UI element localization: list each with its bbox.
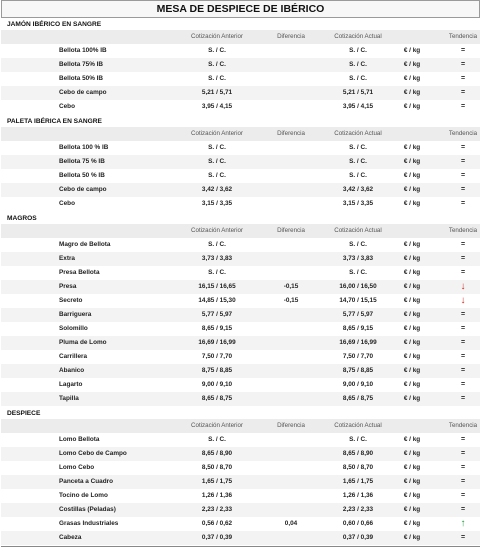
product-name: Bellota 75 % IB <box>59 158 105 165</box>
price-anterior: 5,77 / 5,97 <box>201 311 233 318</box>
trend-up-icon: ↑ <box>460 518 466 529</box>
price-actual: 8,50 / 8,70 <box>342 464 374 471</box>
price-anterior: S. / C. <box>208 75 226 82</box>
price-anterior: 7,50 / 7,70 <box>201 353 233 360</box>
column-header-diferencia: Diferencia <box>277 227 305 234</box>
price-diferencia <box>273 433 309 447</box>
column-header-row <box>1 419 480 433</box>
product-name: Bellota 50% IB <box>59 75 104 82</box>
trend-equal-icon: = <box>460 367 466 374</box>
price-actual: 8,75 / 8,85 <box>342 367 374 374</box>
column-header-row <box>1 224 480 238</box>
product-name: Cebo de campo <box>59 89 107 96</box>
price-diferencia <box>273 44 309 58</box>
price-unit: € / kg <box>403 75 421 82</box>
table-row <box>1 489 480 503</box>
trend-down-icon: ↓ <box>460 281 466 292</box>
price-actual: S. / C. <box>349 47 367 54</box>
column-header-tendencia: Tendencia <box>448 33 478 40</box>
price-diferencia <box>273 364 309 378</box>
price-diferencia <box>273 58 309 72</box>
section-heading: DESPIECE <box>7 410 41 417</box>
table-row <box>1 100 480 114</box>
price-actual: 8,65 / 8,90 <box>342 450 374 457</box>
trend-equal-icon: = <box>460 103 466 110</box>
product-name: Magro de Bellota <box>59 241 111 248</box>
price-diferencia: -0,15 <box>283 283 299 290</box>
price-diferencia <box>273 475 309 489</box>
column-header-anterior: Cotización Anterior <box>191 227 243 234</box>
table-row <box>1 364 480 378</box>
price-unit: € / kg <box>403 450 421 457</box>
price-anterior: 3,73 / 3,83 <box>201 255 233 262</box>
price-anterior: S. / C. <box>208 158 226 165</box>
column-header-row <box>1 30 480 44</box>
price-anterior: 8,65 / 8,90 <box>201 450 233 457</box>
trend-equal-icon: = <box>460 311 466 318</box>
table-row <box>1 433 480 447</box>
table-row <box>1 86 480 100</box>
price-actual: 5,77 / 5,97 <box>342 311 374 318</box>
price-actual: S. / C. <box>349 61 367 68</box>
price-unit: € / kg <box>403 381 421 388</box>
price-anterior: 16,15 / 16,65 <box>198 283 236 290</box>
trend-equal-icon: = <box>460 395 466 402</box>
trend-equal-icon: = <box>460 464 466 471</box>
table-row <box>1 350 480 364</box>
trend-equal-icon: = <box>460 492 466 499</box>
product-name: Lomo Cebo <box>59 464 95 471</box>
price-diferencia <box>273 308 309 322</box>
price-anterior: 3,95 / 4,15 <box>201 103 233 110</box>
trend-equal-icon: = <box>460 158 466 165</box>
table-row <box>1 72 480 86</box>
trend-equal-icon: = <box>460 186 466 193</box>
product-name: Pluma de Lomo <box>59 339 107 346</box>
price-unit: € / kg <box>403 89 421 96</box>
trend-down-icon: ↓ <box>460 295 466 306</box>
price-diferencia <box>273 336 309 350</box>
price-anterior: 16,69 / 16,99 <box>198 339 236 346</box>
table-row <box>1 44 480 58</box>
product-name: Presa Bellota <box>59 269 100 276</box>
price-diferencia: -0,15 <box>283 297 299 304</box>
price-actual: 3,95 / 4,15 <box>342 103 374 110</box>
column-header-anterior: Cotización Anterior <box>191 130 243 137</box>
column-header-tendencia: Tendencia <box>448 227 478 234</box>
price-diferencia <box>273 141 309 155</box>
price-unit: € / kg <box>403 311 421 318</box>
price-anterior: 0,56 / 0,62 <box>201 520 233 527</box>
product-name: Bellota 75% IB <box>59 61 104 68</box>
price-diferencia <box>273 183 309 197</box>
price-actual: S. / C. <box>349 158 367 165</box>
price-actual: 0,37 / 0,39 <box>342 534 374 541</box>
price-diferencia <box>273 461 309 475</box>
table-row <box>1 169 480 183</box>
column-header-actual: Cotización Actual <box>334 33 382 40</box>
price-diferencia <box>273 155 309 169</box>
column-header-actual: Cotización Actual <box>334 130 382 137</box>
table-row <box>1 141 480 155</box>
price-unit: € / kg <box>403 200 421 207</box>
price-diferencia <box>273 238 309 252</box>
price-unit: € / kg <box>403 520 421 527</box>
table-row <box>1 280 480 294</box>
price-anterior: S. / C. <box>208 61 226 68</box>
price-unit: € / kg <box>403 61 421 68</box>
product-name: Costillas (Peladas) <box>59 506 116 513</box>
table-row <box>1 378 480 392</box>
table-row <box>1 392 480 406</box>
price-unit: € / kg <box>403 506 421 513</box>
column-header-diferencia: Diferencia <box>277 422 305 429</box>
price-actual: 8,65 / 8,75 <box>342 395 374 402</box>
price-actual: 8,65 / 9,15 <box>342 325 374 332</box>
column-header-anterior: Cotización Anterior <box>191 33 243 40</box>
table-row <box>1 266 480 280</box>
price-actual: 16,69 / 16,99 <box>339 339 377 346</box>
product-name: Barriguera <box>59 311 92 318</box>
table-row <box>1 238 480 252</box>
price-actual: 1,26 / 1,36 <box>342 492 374 499</box>
price-anterior: 2,23 / 2,33 <box>201 506 233 513</box>
price-actual: S. / C. <box>349 269 367 276</box>
price-unit: € / kg <box>403 283 421 290</box>
price-diferencia <box>273 378 309 392</box>
price-anterior: S. / C. <box>208 241 226 248</box>
trend-equal-icon: = <box>460 339 466 346</box>
table-row <box>1 58 480 72</box>
product-name: Cebo <box>59 200 75 207</box>
price-anterior: S. / C. <box>208 269 226 276</box>
table-row <box>1 503 480 517</box>
price-anterior: 9,00 / 9,10 <box>201 381 233 388</box>
table-row <box>1 322 480 336</box>
price-anterior: 3,15 / 3,35 <box>201 200 233 207</box>
trend-equal-icon: = <box>460 353 466 360</box>
product-name: Secreto <box>59 297 83 304</box>
price-actual: S. / C. <box>349 241 367 248</box>
table-row <box>1 475 480 489</box>
price-diferencia: 0,04 <box>284 520 298 527</box>
price-unit: € / kg <box>403 353 421 360</box>
price-diferencia <box>273 447 309 461</box>
price-actual: S. / C. <box>349 144 367 151</box>
product-name: Lomo Cebo de Campo <box>59 450 127 457</box>
column-header-actual: Cotización Actual <box>334 227 382 234</box>
product-name: Solomillo <box>59 325 88 332</box>
table-row <box>1 336 480 350</box>
price-diferencia <box>273 100 309 114</box>
price-unit: € / kg <box>403 158 421 165</box>
price-anterior: 3,42 / 3,62 <box>201 186 233 193</box>
price-diferencia <box>273 350 309 364</box>
price-actual: 16,00 / 16,50 <box>339 283 377 290</box>
price-anterior: 8,75 / 8,85 <box>201 367 233 374</box>
sections-container <box>1 19 480 545</box>
price-unit: € / kg <box>403 297 421 304</box>
section-heading: MAGROS <box>7 215 37 222</box>
table-row <box>1 308 480 322</box>
price-unit: € / kg <box>403 325 421 332</box>
price-diferencia <box>273 252 309 266</box>
price-actual: 3,73 / 3,83 <box>342 255 374 262</box>
column-header-diferencia: Diferencia <box>277 33 305 40</box>
price-anterior: S. / C. <box>208 47 226 54</box>
table-row <box>1 252 480 266</box>
price-unit: € / kg <box>403 47 421 54</box>
table-row <box>1 461 480 475</box>
price-diferencia <box>273 266 309 280</box>
trend-equal-icon: = <box>460 534 466 541</box>
price-anterior: 1,26 / 1,36 <box>201 492 233 499</box>
price-actual: 3,15 / 3,35 <box>342 200 374 207</box>
price-anterior: S. / C. <box>208 144 226 151</box>
price-diferencia <box>273 322 309 336</box>
product-name: Tocino de Lomo <box>59 492 108 499</box>
product-name: Cebo de campo <box>59 186 107 193</box>
product-name: Bellota 100% IB <box>59 47 107 54</box>
price-diferencia <box>273 72 309 86</box>
price-diferencia <box>273 392 309 406</box>
product-name: Cabeza <box>59 534 82 541</box>
trend-equal-icon: = <box>460 506 466 513</box>
price-table-page <box>1 0 480 551</box>
price-anterior: S. / C. <box>208 436 226 443</box>
product-name: Extra <box>59 255 75 262</box>
column-header-tendencia: Tendencia <box>448 422 478 429</box>
price-diferencia <box>273 489 309 503</box>
price-anterior: S. / C. <box>208 172 226 179</box>
price-unit: € / kg <box>403 395 421 402</box>
price-unit: € / kg <box>403 103 421 110</box>
trend-equal-icon: = <box>460 325 466 332</box>
trend-equal-icon: = <box>460 144 466 151</box>
trend-equal-icon: = <box>460 89 466 96</box>
price-unit: € / kg <box>403 478 421 485</box>
product-name: Lomo Bellota <box>59 436 100 443</box>
price-unit: € / kg <box>403 339 421 346</box>
price-actual: 9,00 / 9,10 <box>342 381 374 388</box>
price-unit: € / kg <box>403 464 421 471</box>
price-unit: € / kg <box>403 186 421 193</box>
price-anterior: 1,65 / 1,75 <box>201 478 233 485</box>
price-actual: 14,70 / 15,15 <box>339 297 377 304</box>
price-actual: 0,60 / 0,66 <box>342 520 374 527</box>
price-diferencia <box>273 503 309 517</box>
trend-equal-icon: = <box>460 269 466 276</box>
price-anterior: 0,37 / 0,39 <box>201 534 233 541</box>
price-unit: € / kg <box>403 367 421 374</box>
price-actual: 7,50 / 7,70 <box>342 353 374 360</box>
price-actual: S. / C. <box>349 172 367 179</box>
price-anterior: 8,50 / 8,70 <box>201 464 233 471</box>
price-diferencia <box>273 531 309 545</box>
price-actual: S. / C. <box>349 436 367 443</box>
price-unit: € / kg <box>403 255 421 262</box>
column-header-actual: Cotización Actual <box>334 422 382 429</box>
table-row <box>1 197 480 211</box>
table-row <box>1 447 480 461</box>
price-anterior: 5,21 / 5,71 <box>201 89 233 96</box>
trend-equal-icon: = <box>460 241 466 248</box>
product-name: Cebo <box>59 103 75 110</box>
table-row <box>1 531 480 545</box>
bottom-divider <box>1 546 480 547</box>
page-title: MESA DE DESPIECE DE IBÉRICO <box>1 0 480 18</box>
column-header-diferencia: Diferencia <box>277 130 305 137</box>
table-row <box>1 517 480 531</box>
price-unit: € / kg <box>403 436 421 443</box>
table-row <box>1 183 480 197</box>
table-row <box>1 155 480 169</box>
product-name: Abanico <box>59 367 85 374</box>
price-unit: € / kg <box>403 534 421 541</box>
product-name: Lagarto <box>59 381 83 388</box>
trend-equal-icon: = <box>460 436 466 443</box>
price-unit: € / kg <box>403 241 421 248</box>
price-anterior: 14,85 / 15,30 <box>198 297 236 304</box>
product-name: Bellota 100 % IB <box>59 144 109 151</box>
trend-equal-icon: = <box>460 381 466 388</box>
trend-equal-icon: = <box>460 61 466 68</box>
price-diferencia <box>273 86 309 100</box>
trend-equal-icon: = <box>460 255 466 262</box>
price-diferencia <box>273 169 309 183</box>
price-actual: 3,42 / 3,62 <box>342 186 374 193</box>
table-row <box>1 294 480 308</box>
column-header-tendencia: Tendencia <box>448 130 478 137</box>
trend-equal-icon: = <box>460 47 466 54</box>
price-actual: 5,21 / 5,71 <box>342 89 374 96</box>
price-actual: 2,23 / 2,33 <box>342 506 374 513</box>
section-heading: PALETA IBÉRICA EN SANGRE <box>7 118 102 125</box>
trend-equal-icon: = <box>460 75 466 82</box>
product-name: Presa <box>59 283 77 290</box>
product-name: Panceta a Cuadro <box>59 478 113 485</box>
price-unit: € / kg <box>403 172 421 179</box>
price-unit: € / kg <box>403 492 421 499</box>
trend-equal-icon: = <box>460 172 466 179</box>
column-header-anterior: Cotización Anterior <box>191 422 243 429</box>
section-heading: JAMÓN IBÉRICO EN SANGRE <box>7 21 102 28</box>
price-unit: € / kg <box>403 144 421 151</box>
price-actual: 1,65 / 1,75 <box>342 478 374 485</box>
trend-equal-icon: = <box>460 450 466 457</box>
column-header-row <box>1 127 480 141</box>
price-unit: € / kg <box>403 269 421 276</box>
price-anterior: 8,65 / 8,75 <box>201 395 233 402</box>
trend-equal-icon: = <box>460 200 466 207</box>
price-actual: S. / C. <box>349 75 367 82</box>
product-name: Carrillera <box>59 353 88 360</box>
trend-equal-icon: = <box>460 478 466 485</box>
price-diferencia <box>273 197 309 211</box>
product-name: Grasas Industriales <box>59 520 119 527</box>
price-anterior: 8,65 / 9,15 <box>201 325 233 332</box>
product-name: Bellota 50 % IB <box>59 172 105 179</box>
product-name: Tapilla <box>59 395 79 402</box>
